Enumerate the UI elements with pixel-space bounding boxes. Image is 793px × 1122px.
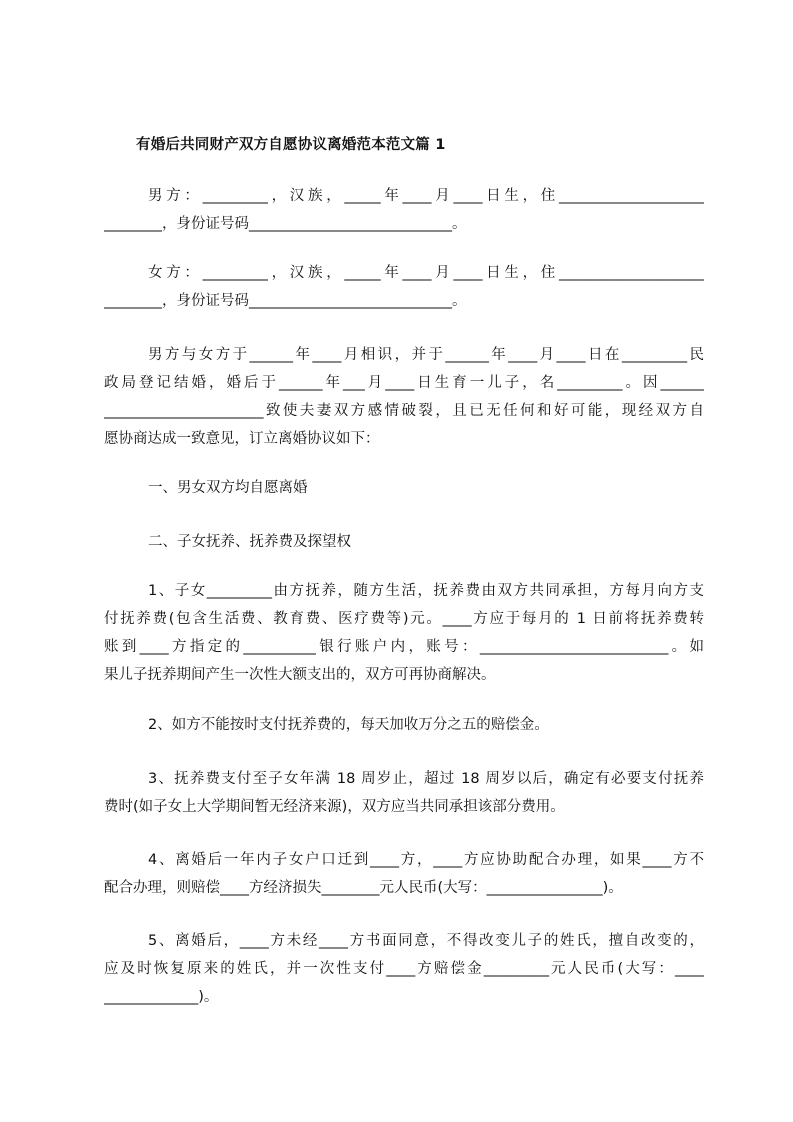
text-line: ________，身份证号码____________________________。 [104, 293, 467, 309]
text-line: ______________________致使夫妻双方感情破裂，且已无任何和好可能，现经双方自 [104, 403, 704, 419]
text-line: 政局登记结婚，婚后于______年___月____日生育一儿子，名_________。因______ [104, 375, 704, 391]
text-line: 女方：_________，汉族，_____年____月____日生，住____________________ [148, 265, 704, 281]
section-heading-1 [104, 474, 704, 502]
clause-5 [104, 927, 704, 1011]
text-line: 愿协商达成一致意见，订立离婚协议如下： [104, 431, 380, 447]
text-line: _____________)。 [104, 989, 219, 1005]
clause-3 [104, 765, 704, 821]
text-line: 果儿子抚养期间产生一次性大额支出的，双方可再协商解决。 [104, 667, 496, 683]
section-heading-2 [104, 528, 704, 556]
text-line: 一、男女双方均自愿离婚 [148, 480, 308, 496]
text-line: 费时(如子女上大学期间暂无经济来源)，双方应当共同承担该部分费用。 [104, 799, 565, 815]
paragraph-female [104, 259, 704, 315]
text-line: 4、离婚后一年内子女户口迁到____方，____方应协助配合办理，如果____方不 [148, 852, 704, 868]
text-line: 账到____方指定的__________银行账户内，账号：__________________________。如 [104, 639, 704, 655]
clause-1 [104, 577, 704, 689]
text-line: 二、子女抚养、抚养费及探望权 [148, 534, 351, 550]
text-line: 5、离婚后，____方未经____方书面同意，不得改变儿子的姓氏，擅自改变的， [148, 933, 704, 949]
text-line: 配合办理，则赔偿____方经济损失________元人民币(大写：________________)。 [104, 880, 623, 896]
text-line: ________，身份证号码____________________________。 [104, 216, 467, 232]
paragraph-male [104, 182, 704, 238]
clause-2 [104, 711, 704, 739]
text-line: 1、子女_________由方抚养，随方生活，抚养费由双方共同承担，方每月向方支 [148, 583, 704, 599]
document-title: 有婚后共同财产双方自愿协议离婚范本范文篇 1 [136, 137, 446, 153]
text-line: 3、抚养费支付至子女年满 18 周岁止，超过 18 周岁以后，确定有必要支付抚养 [148, 771, 704, 787]
text-line: 2、如方不能按时支付抚养费的，每天加收万分之五的赔偿金。 [148, 717, 549, 733]
text-line: 应及时恢复原来的姓氏，并一次性支付____方赔偿金_________元人民币(大写：____ [104, 961, 704, 977]
text-line: 男方与女方于______年____月相识，并于______年____月____日在_________民 [148, 347, 704, 363]
text-line: 男方：_________，汉族，_____年____月____日生，住____________________ [148, 188, 704, 204]
clause-4 [104, 846, 704, 902]
text-line: 付抚养费(包含生活费、教育费、医疗费等)元。____方应于每月的 1 日前将抚养费转 [104, 611, 704, 627]
paragraph-intro [104, 341, 704, 453]
